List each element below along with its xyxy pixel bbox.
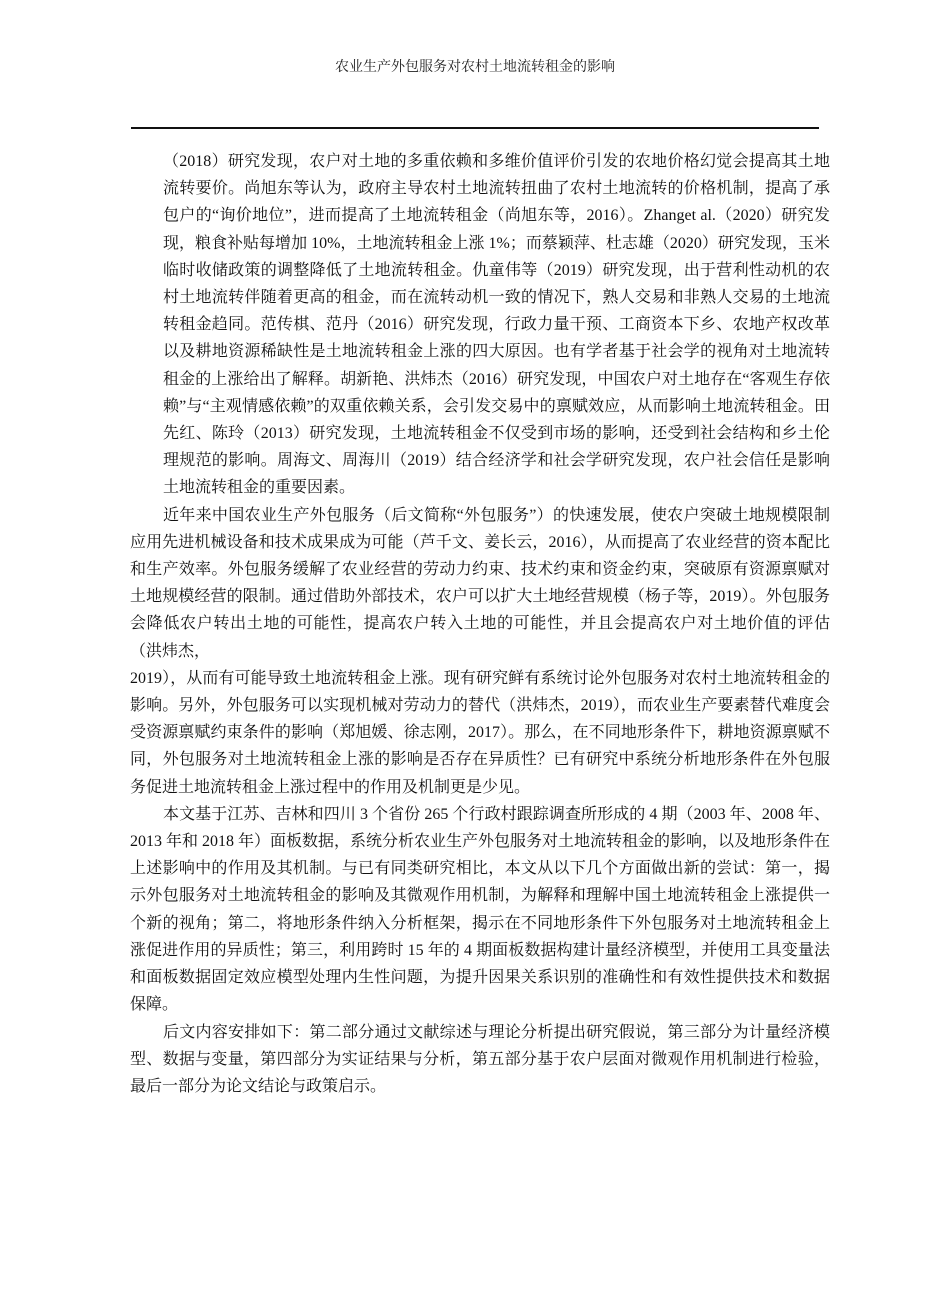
header-divider bbox=[131, 127, 819, 129]
paragraph-literature-review: （2018）研究发现，农户对土地的多重依赖和多维价值评价引发的农地价格幻觉会提高其土地流转要价。尚旭东等认为，政府主导农村土地流转扭曲了农村土地流转的价格机制，提高了承包户的“询价地位”，进而提高了土地流转租金（尚旭东等，2016）。Zhanget al.（2020）研究发现，粮食补贴每增加 10%，土地流转租金上涨 1%；而蔡颖萍、杜志雄（2020）研究发现，玉米临时收储政策的调整降低了土地流转租金。仇童伟等（2019）研究发现，出于营利性动机的农村土地流转伴随着更高的租金，而在流转动机一致的情况下，熟人交易和非熟人交易的土地流转租金趋同。范传棋、范丹（2016）研究发现，行政力量干预、工商资本下乡、农地产权改革以及耕地资源稀缺性是土地流转租金上涨的四大原因。也有学者基于社会学的视角对土地流转租金的上涨给出了解释。胡新艳、洪炜杰（2016）研究发现，中国农户对土地存在“客观生存依赖”与“主观情感依赖”的双重依赖关系，会引发交易中的禀赋效应，从而影响土地流转租金。田先红、陈玲（2013）研究发现，土地流转租金不仅受到市场的影响，还受到社会结构和乡土伦理规范的影响。周海文、周海川（2019）结合经济学和社会学研究发现，农户社会信任是影响土地流转租金的重要因素。 bbox=[163, 153, 830, 497]
paragraph-contributions: 本文基于江苏、吉林和四川 3 个省份 265 个行政村跟踪调查所形成的 4 期（2003 年、2008 年、2013 年和 2018 年）面板数据，系统分析农业生产外包服务对土地流转租金的影响，以及地形条件在上述影响中的作用及其机制。与已有同类研究相比，本文从以下几个方面做出新的尝试：第一，揭示外包服务对土地流转租金的影响及其微观作用机制，为解释和理解中国土地流转租金上涨提供一个新的视角；第二，将地形条件纳入分析框架，揭示在不同地形条件下外包服务对土地流转租金上涨促进作用的异质性；第三，利用跨时 15 年的 4 期面板数据构建计量经济模型，并使用工具变量法和面板数据固定效应模型处理内生性问题，为提升因果关系识别的准确性和有效性提供技术和数据保障。 bbox=[130, 805, 831, 1014]
running-header-title: 农业生产外包服务对农村土地流转租金的影响 bbox=[335, 60, 615, 75]
paragraph-structure-outline: 后文内容安排如下：第二部分通过文献综述与理论分析提出研究假说，第三部分为计量经济模型、数据与变量，第四部分为实证结果与分析，第五部分基于农户层面对微观作用机制进行检验，最后一部分为论文结论与政策启示。 bbox=[130, 1023, 830, 1095]
paragraph-outsourcing-background-part2: 2019），从而有可能导致土地流转租金上涨。现有研究鲜有系统讨论外包服务对农村土地流转租金的影响。另外，外包服务可以实现机械对劳动力的替代（洪炜杰，2019），而农业生产要素替代难度会受资源禀赋约束条件的影响（郑旭媛、徐志刚，2017）。那么，在不同地形条件下，耕地资源禀赋不同，外包服务对土地流转租金上涨的影响是否存在异质性？已有研究中系统分析地形条件在外包服务促进土地流转租金上涨过程中的作用及机制更是少见。 bbox=[130, 669, 830, 796]
article-body bbox=[130, 148, 830, 1100]
paragraph-outsourcing-background-part1: 近年来中国农业生产外包服务（后文简称“外包服务”）的快速发展，使农户突破土地规模限制应用先进机械设备和技术成果成为可能（芦千文、姜长云，2016），从而提高了农业经营的资本配比和生产效率。外包服务缓解了农业经营的劳动力约束、技术约束和资金约束，突破原有资源禀赋对土地规模经营的限制。通过借助外部技术，农户可以扩大土地经营规模（杨子等，2019）。外包服务会降低农户转出土地的可能性，提高农户转入土地的可能性，并且会提高农户对土地价值的评估（洪炜杰， bbox=[130, 506, 830, 660]
paragraph-outsourcing-background bbox=[130, 502, 830, 801]
